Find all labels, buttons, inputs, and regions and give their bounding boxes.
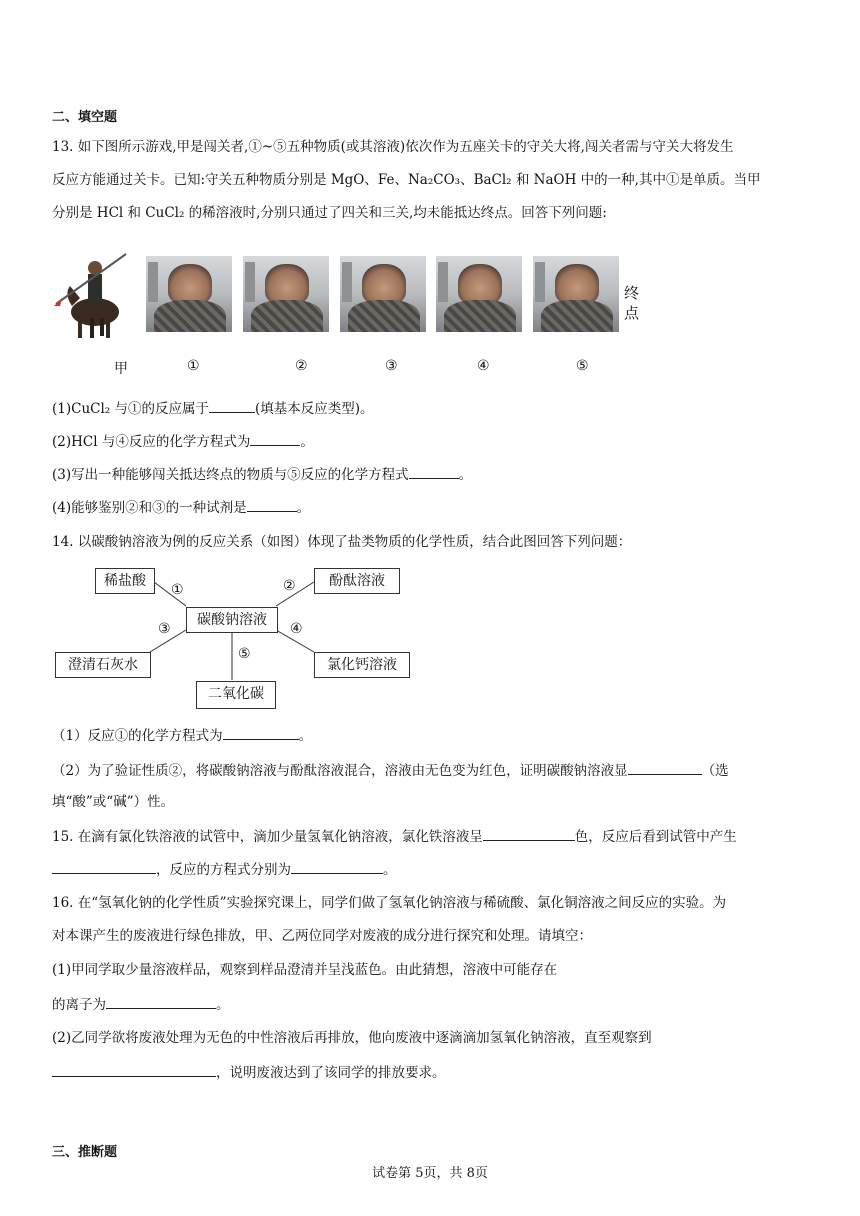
node-limewater: 澄清石灰水 [55,652,151,678]
q13-sub-2: (2)HCl 与④反应的化学方程式为 。 [52,431,314,452]
section-title-fill-in: 二、填空题 [52,110,118,125]
node-carbon-dioxide: 二氧化碳 [196,681,276,709]
reaction-label-3: ③ [158,621,171,637]
page-footer: 试卷第 5页，共 8页 [372,1166,488,1181]
answer-blank[interactable] [628,760,702,775]
label-guard-3: ③ [385,358,398,374]
q14-intro: 14. 以碳酸钠溶液为例的反应关系（如图）体现了盐类物质的化学性质，结合此图回答下列问题： [52,534,632,550]
q13-line-2: 反应方能通过关卡。已知:守关五种物质分别是 MgO、Fe、Na₂CO₃、BaCl₂ 和 NaOH 中的一种,其中①是单质。当甲 [52,172,761,188]
q15-line-1: 15. 在滴有氯化铁溶液的试管中，滴加少量氢氧化钠溶液，氯化铁溶液呈 色，反应后看到试管中产生 [52,826,737,847]
node-dilute-hcl: 稀盐酸 [95,568,155,594]
q16-line-4: 的离子为 。 [52,994,230,1015]
label-guard-4: ④ [477,358,490,374]
answer-blank[interactable] [52,1062,216,1077]
answer-blank[interactable] [291,859,383,874]
end-label-top: 终 [624,284,640,302]
q16-line-5: (2)乙同学欲将废液处理为无色的中性溶液后再排放，他向废液中逐滴滴加氢氧化钠溶液，直至观察到 [52,1030,652,1046]
q13-sub-1: (1)CuCl₂ 与①的反应属于 (填基本反应类型)。 [52,398,374,419]
q15-line-2: ，反应的方程式分别为 。 [52,859,397,880]
reaction-label-2: ② [283,578,296,594]
q13-line-1: 13. 如下图所示游戏,甲是闯关者,①~⑤五种物质(或其溶液)依次作为五座关卡的守关大将,闯关者需与守关大将发生 [52,139,734,155]
q14-sub-2-line-2: 填“酸”或“碱”）性。 [52,794,175,810]
label-challenger: 甲 [114,361,128,377]
answer-blank[interactable] [52,859,156,874]
label-guard-1: ① [187,358,200,374]
q16-line-2: 对本课产生的废液进行绿色排放，甲、乙两位同学对废液的成分进行探究和处理。请填空： [52,928,592,944]
node-calcium-chloride: 氯化钙溶液 [314,652,410,678]
q14-sub-1: （1）反应①的化学方程式为 。 [52,725,312,746]
q13-sub-3: (3)写出一种能够闯关抵达终点的物质与⑤反应的化学方程式 。 [52,464,472,485]
reaction-label-4: ④ [290,621,303,637]
end-label-bottom: 点 [624,304,640,322]
answer-blank[interactable] [223,725,299,740]
q13-line-3: 分别是 HCl 和 CuCl₂ 的稀溶液时,分别只通过了四关和三关,均未能抵达终点。回答下列问题: [52,205,607,221]
q16-line-6: ，说明废液达到了该同学的排放要求。 [52,1062,446,1083]
section-title-inference: 三、推断题 [52,1145,118,1160]
q16-line-1: 16. 在“氢氧化钠的化学性质”实验探究课上，同学们做了氢氧化钠溶液与稀硫酸、氯化铜溶液之间反应的实验。为 [52,895,727,911]
reaction-label-5: ⑤ [238,646,251,662]
label-guard-5: ⑤ [576,358,589,374]
q14-sub-2: （2）为了验证性质②，将碳酸钠溶液与酚酞溶液混合，溶液由无色变为红色，证明碳酸钠溶液显 （选 [52,760,729,781]
answer-blank[interactable] [106,994,216,1009]
label-guard-2: ② [295,358,308,374]
node-sodium-carbonate: 碳酸钠溶液 [186,607,278,633]
answer-blank[interactable] [483,826,575,841]
q13-sub-4: (4)能够鉴别②和③的一种试剂是 。 [52,497,310,518]
node-phenolphthalein: 酚酞溶液 [314,568,400,594]
reaction-label-1: ① [171,582,184,598]
q16-line-3: (1)甲同学取少量溶液样品，观察到样品澄清并呈浅蓝色。由此猜想，溶液中可能存在 [52,962,558,978]
